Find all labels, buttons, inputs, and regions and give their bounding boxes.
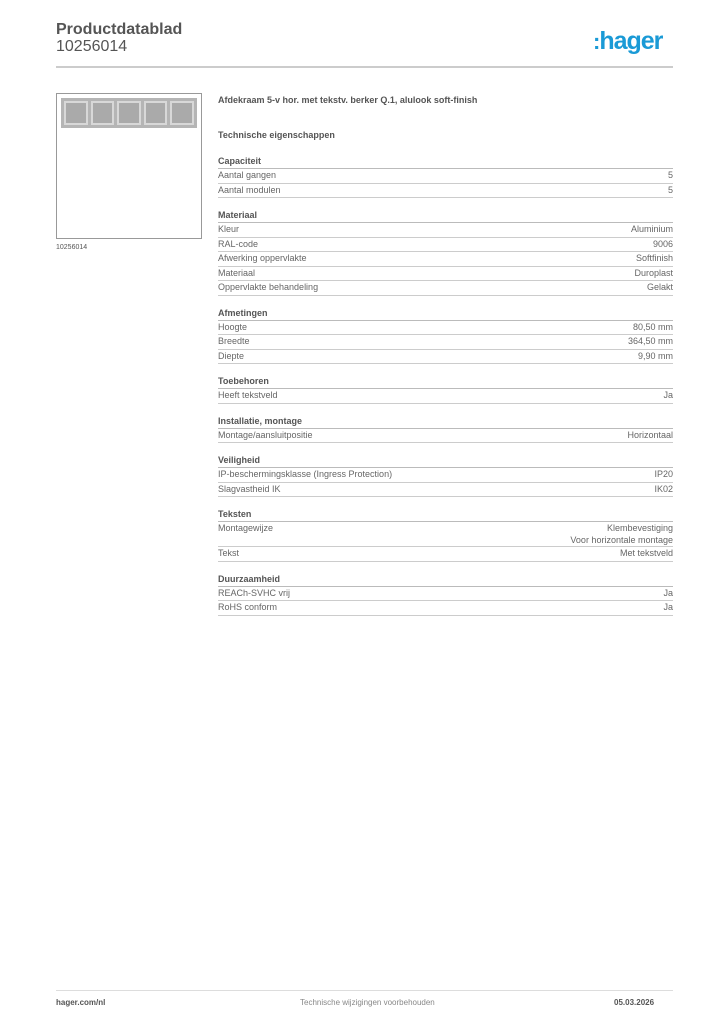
spec-row bbox=[218, 281, 673, 296]
spec-section bbox=[218, 375, 673, 404]
section-heading: Installatie, montage bbox=[218, 415, 673, 429]
spec-value bbox=[654, 468, 673, 482]
spec-value-line: 9006 bbox=[652, 238, 673, 249]
spec-label: Heeft tekstveld bbox=[218, 390, 278, 400]
product-title: Afdekraam 5-v hor. met tekstv. berker Q.1, alulook soft-finish bbox=[218, 95, 478, 105]
spec-value-line: 364,50 mm bbox=[627, 336, 673, 346]
spec-value-line: Met tekstveld bbox=[619, 548, 673, 558]
footer-date: 05.03.2026 bbox=[614, 998, 655, 1007]
spec-section bbox=[218, 415, 673, 444]
section-heading: Materiaal bbox=[218, 209, 673, 223]
spec-row bbox=[218, 547, 673, 562]
spec-value-line: Ja bbox=[663, 587, 673, 598]
section-heading: Veiligheid bbox=[218, 454, 673, 468]
spec-row bbox=[218, 587, 673, 602]
spec-value-line: Softfinish bbox=[635, 253, 673, 263]
spec-label: Montagewijze bbox=[218, 523, 274, 533]
spec-section bbox=[218, 454, 673, 497]
spec-value-line: 5 bbox=[667, 170, 673, 180]
spec-value bbox=[668, 169, 673, 183]
spec-value-line: Gelakt bbox=[646, 282, 673, 292]
spec-value-line: Klembevestiging bbox=[606, 523, 673, 533]
spec-row bbox=[218, 429, 673, 444]
spec-value bbox=[628, 335, 673, 349]
section-heading: Toebehoren bbox=[218, 375, 673, 389]
spec-row bbox=[218, 389, 673, 404]
image-caption: 10256014 bbox=[56, 244, 88, 251]
spec-label: Breedte bbox=[218, 336, 250, 346]
spec-value bbox=[663, 601, 673, 615]
spec-row bbox=[218, 522, 673, 547]
spec-value-line: 5 bbox=[667, 184, 673, 195]
spec-row bbox=[218, 335, 673, 350]
section-heading: Duurzaamheid bbox=[218, 573, 673, 587]
spec-row bbox=[218, 321, 673, 336]
spec-value bbox=[620, 547, 673, 561]
spec-row bbox=[218, 238, 673, 253]
spec-value bbox=[633, 321, 673, 335]
spec-section bbox=[218, 508, 673, 562]
spec-value-line: Duroplast bbox=[634, 267, 673, 278]
spec-label: Materiaal bbox=[218, 267, 256, 278]
spec-section bbox=[218, 307, 673, 365]
cover-frame-picture bbox=[61, 98, 197, 128]
spec-value-line: Horizontaal bbox=[627, 429, 673, 440]
spec-label: Aantal gangen bbox=[218, 170, 277, 180]
spec-label: Diepte bbox=[218, 350, 245, 361]
spec-value bbox=[653, 238, 673, 252]
footer-notice: Technische wijzigingen voorbehouden bbox=[300, 998, 435, 1007]
spec-row bbox=[218, 223, 673, 238]
spec-section bbox=[218, 209, 673, 296]
footer-divider bbox=[56, 990, 673, 991]
spec-row bbox=[218, 267, 673, 282]
spec-label: Tekst bbox=[218, 548, 240, 558]
spec-label: Oppervlakte behandeling bbox=[218, 282, 319, 292]
product-image bbox=[56, 93, 202, 239]
spec-label: RoHS conform bbox=[218, 602, 278, 612]
spec-row bbox=[218, 169, 673, 184]
spec-row bbox=[218, 468, 673, 483]
section-heading: Teksten bbox=[218, 508, 673, 522]
spec-label: REACh-SVHC vrij bbox=[218, 587, 291, 598]
footer-website[interactable]: hager.com/nl bbox=[56, 998, 106, 1007]
spec-value bbox=[631, 223, 673, 237]
spec-label: RAL-code bbox=[218, 238, 259, 249]
spec-value-line: Ja bbox=[663, 390, 673, 400]
spec-value-line: Ja bbox=[663, 602, 673, 612]
spec-value bbox=[668, 184, 673, 198]
spec-label: IP-beschermingsklasse (Ingress Protection) bbox=[218, 469, 393, 479]
spec-subtitle: Technische eigenschappen bbox=[218, 130, 335, 140]
spec-value bbox=[663, 587, 673, 601]
spec-section bbox=[218, 155, 673, 198]
spec-value bbox=[647, 281, 673, 295]
spec-value-line: IK02 bbox=[654, 483, 673, 494]
spec-label: Montage/aansluitpositie bbox=[218, 429, 313, 440]
spec-label: Afwerking oppervlakte bbox=[218, 253, 307, 263]
spec-value bbox=[634, 267, 673, 281]
spec-row bbox=[218, 350, 673, 365]
spec-label: Slagvastheid IK bbox=[218, 483, 281, 494]
spec-panel bbox=[218, 95, 673, 616]
spec-value bbox=[638, 350, 673, 364]
spec-row bbox=[218, 601, 673, 616]
spec-label: Hoogte bbox=[218, 321, 248, 332]
product-code: 10256014 bbox=[56, 38, 128, 55]
spec-value bbox=[663, 389, 673, 403]
spec-value bbox=[570, 522, 673, 546]
spec-row bbox=[218, 252, 673, 267]
spec-row bbox=[218, 483, 673, 498]
spec-label: Aantal modulen bbox=[218, 184, 281, 195]
spec-value-line: Aluminium bbox=[630, 224, 673, 234]
hager-logo: :hager bbox=[593, 27, 663, 55]
spec-value bbox=[636, 252, 673, 266]
section-heading: Afmetingen bbox=[218, 307, 673, 321]
spec-value bbox=[654, 483, 673, 497]
spec-value-line: IP20 bbox=[654, 469, 673, 479]
header-divider bbox=[56, 66, 673, 68]
spec-value-line: 80,50 mm bbox=[632, 321, 673, 332]
spec-value bbox=[627, 429, 673, 443]
spec-value-line: Voor horizontale montage bbox=[570, 535, 673, 545]
spec-row bbox=[218, 184, 673, 199]
spec-label: Kleur bbox=[218, 224, 240, 234]
spec-section bbox=[218, 573, 673, 616]
page-title: Productdatablad bbox=[56, 21, 183, 38]
spec-value-line: 9,90 mm bbox=[637, 350, 673, 361]
section-heading: Capaciteit bbox=[218, 155, 673, 169]
